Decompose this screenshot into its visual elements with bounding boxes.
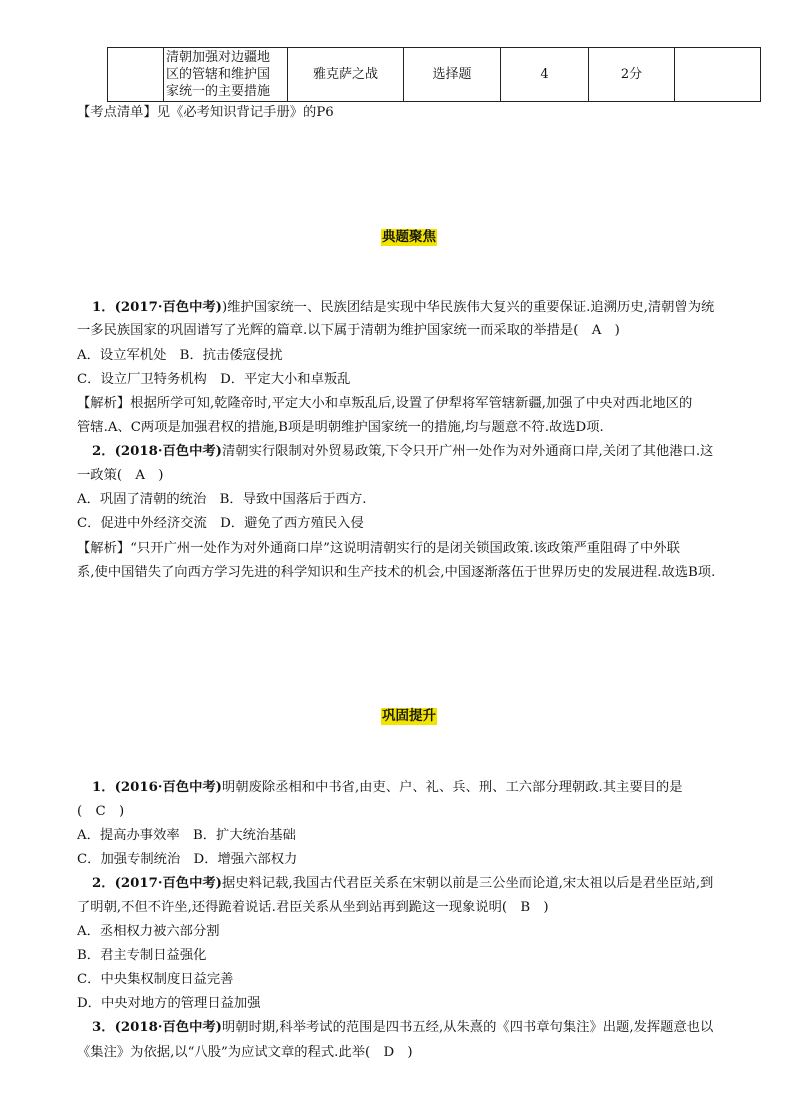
answer-options: C．设立厂卫特务机构 D．平定大小和卓叛乱: [77, 372, 351, 387]
question-stem-continued: ( C ): [77, 804, 125, 819]
answer-options: C．加强专制统治 D．增强六部权力: [77, 852, 298, 867]
question-stem: [92, 875, 713, 893]
question-stem-text: 清朝实行限制对外贸易政策,下令只开广州一处作为对外通商口岸,关闭了其他港口.这: [221, 444, 714, 459]
answer-option: B．君主专制日益强化: [77, 948, 207, 963]
question-stem-continued: 一政策( A ): [77, 468, 164, 483]
question-number: 1．: [92, 300, 115, 315]
question-stem: [92, 299, 714, 317]
table-cell-number: 4: [501, 48, 589, 102]
question-stem-continued: 一多民族国家的巩固谱写了光辉的篇章.以下属于清朝为维护国家统一而采取的举措是( A ): [77, 323, 620, 338]
question-stem-continued: 了明朝,不但不许坐,还得跪着说话.君臣关系从坐到站再到跪这一现象说明( B ): [77, 900, 549, 915]
question-number: 1．: [92, 780, 115, 795]
question-stem: [92, 779, 683, 797]
question-source: (2016·百色中考): [114, 780, 222, 795]
answer-options: C．促进中外经济交流 D．避免了西方殖民入侵: [77, 516, 364, 531]
question-source: (2018·百色中考): [114, 1020, 222, 1035]
topic-line: 清朝加强对边疆地: [166, 50, 271, 65]
question-stem: [92, 443, 713, 461]
question-number: 2．: [92, 444, 115, 459]
topic-line: 区的管辖和维护国: [166, 67, 271, 82]
question-stem: [92, 1019, 713, 1037]
analysis-text: 【解析】根据所学可知,乾隆帝时,平定大小和卓叛乱后,设置了伊犁将军管辖新疆,加强了中央对西北地区的: [77, 396, 693, 411]
table-row: [108, 48, 761, 102]
table-cell-empty: [108, 48, 164, 102]
answer-option: D．中央对地方的管理日益加强: [77, 996, 261, 1011]
table-cell-topic: [164, 48, 288, 102]
question-number: 3．: [92, 1020, 115, 1035]
topic-line: 家统一的主要措施: [166, 84, 271, 99]
answer-option: C．中央集权制度日益完善: [77, 972, 234, 987]
table-cell-empty: [675, 48, 761, 102]
checklist-note: 【考点清单】见《必考知识背记手册》的P6: [77, 105, 334, 120]
answer-options: A．巩固了清朝的统治 B．导致中国落后于西方.: [77, 492, 367, 507]
exam-topic-table: [107, 47, 761, 102]
answer-options: A．提高办事效率 B．扩大统治基础: [77, 828, 296, 843]
analysis-text: 系,使中国错失了向西方学习先进的科学知识和生产技术的机会,中国逐渐落伍于世界历史的发展进程.故选B项.: [77, 565, 716, 580]
question-source: (2017·百色中考): [114, 876, 222, 891]
table-cell-example: 雅克萨之战: [288, 48, 404, 102]
section-heading-consolidation: 巩固提升: [382, 708, 436, 724]
table-cell-question-type: 选择题: [404, 48, 501, 102]
analysis-text: 【解析】“只开广州一处作为对外通商口岸”这说明清朝实行的是闭关锁国政策.该政策严重阻碍了中外联: [77, 541, 680, 556]
question-stem-text: 明朝废除丞相和中书省,由吏、户、礼、兵、刑、工六部分理朝政.其主要目的是: [221, 780, 683, 795]
answer-option: A．丞相权力被六部分割: [77, 924, 220, 939]
question-number: 2．: [92, 876, 115, 891]
question-stem-continued: 《集注》为依据,以“八股”为应试文章的程式.此举( D ): [77, 1045, 413, 1060]
question-source: (2018·百色中考): [114, 444, 222, 459]
table-cell-score: 2分: [589, 48, 675, 102]
answer-options: A．设立军机处 B．抗击倭寇侵扰: [77, 348, 283, 363]
question-source: (2017·百色中考): [114, 300, 222, 315]
question-stem-text: )维护国家统一、民族团结是实现中华民族伟大复兴的重要保证.追溯历史,清朝曾为统: [221, 300, 715, 315]
question-stem-text: 明朝时期,科举考试的范围是四书五经,从朱熹的《四书章句集注》出题,发挥题意也以: [221, 1020, 714, 1035]
section-heading-typical-questions: 典题聚焦: [382, 229, 436, 245]
analysis-text: 管辖.A、C两项是加强君权的措施,B项是明朝维护国家统一的措施,均与题意不符.故选D项.: [77, 420, 604, 435]
question-stem-text: 据史料记载,我国古代君臣关系在宋朝以前是三公坐而论道,宋太祖以后是君坐臣站,到: [221, 876, 714, 891]
